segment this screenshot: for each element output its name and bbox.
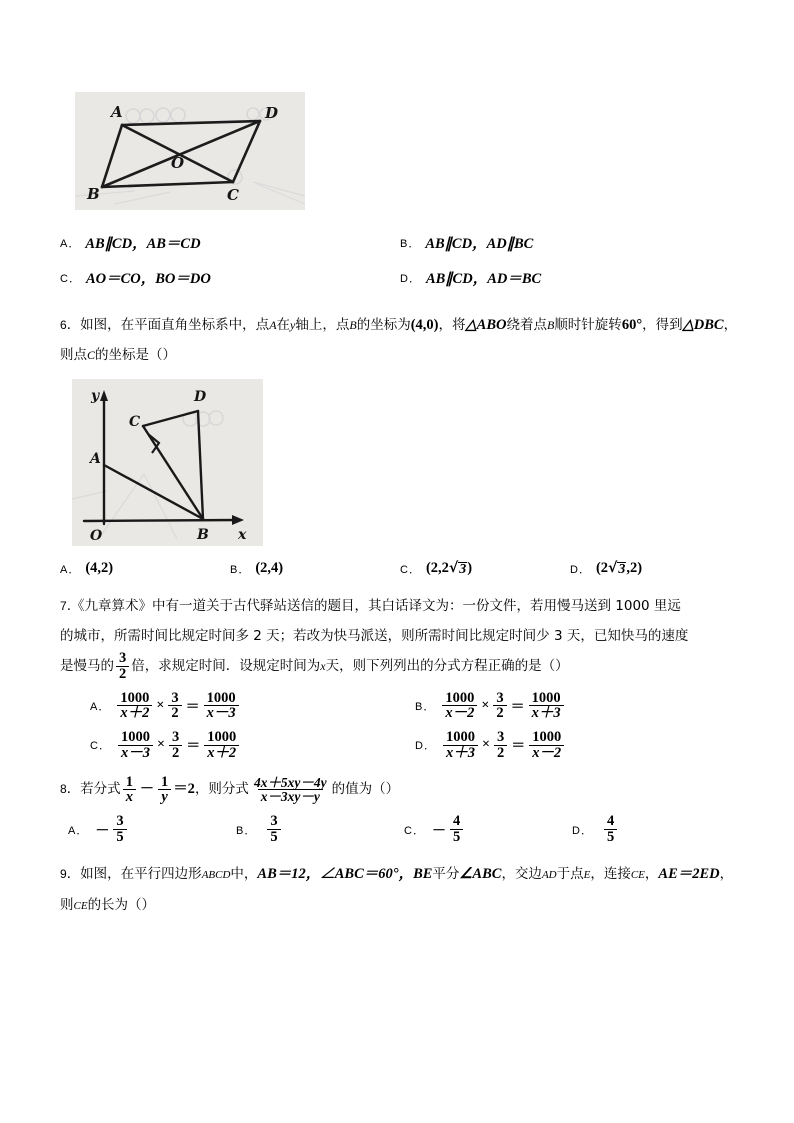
q7-ratio-fraction — [116, 651, 129, 682]
q6-line2-c: 的坐标是（） — [95, 347, 177, 363]
q6-line1-a: ．如图，在平面直角坐标系中，点 — [66, 317, 270, 333]
q7a-f1-den: x＋2 — [117, 705, 152, 721]
question-7-text — [60, 591, 740, 682]
q7-line3-a: 是慢马的 — [60, 657, 114, 674]
q9-line1-d: ，交边 — [501, 865, 542, 882]
q6-var-b2: B — [546, 318, 555, 332]
q9-line2-c: 的长为（） — [87, 896, 156, 913]
sqrt-icon-d: √ 3 — [608, 559, 626, 577]
figure-parallelogram-svg — [75, 92, 305, 210]
q8-option-d[interactable] — [572, 814, 740, 845]
q6-option-b-label: B． — [230, 563, 251, 576]
q5-option-c-label: C． — [60, 272, 81, 285]
q5-option-c-text: AO＝CO，BO＝DO — [85, 271, 211, 287]
q7-option-c-label: C． — [90, 740, 111, 753]
q7c-f1-num: 1000 — [120, 729, 150, 746]
q9-line1-e: 于点 — [556, 865, 584, 882]
q7a-f3-den: x－3 — [204, 705, 239, 721]
q8-option-a-sign: － — [95, 823, 110, 839]
q8-minus: － — [139, 782, 154, 798]
q5-option-c[interactable] — [60, 267, 400, 288]
svg-text:y: y — [91, 388, 100, 404]
q7-line-1 — [60, 591, 740, 621]
q7b-f2-num: 3 — [496, 689, 504, 706]
q5-option-a[interactable] — [60, 232, 400, 253]
q5-option-b-label: B． — [400, 237, 421, 250]
q6-option-b[interactable] — [230, 560, 400, 577]
q7d-frac-3 — [529, 730, 564, 761]
q7a-f3-num: 1000 — [206, 689, 236, 706]
q9-segment-ce: CE — [630, 868, 645, 881]
q8-f1-num: 1 — [125, 773, 133, 790]
q7a-times-icon: × — [156, 697, 165, 713]
q7-ratio-numerator: 3 — [119, 650, 127, 666]
q7c-frac-1 — [118, 730, 153, 761]
q8-f1-den: x — [123, 789, 136, 805]
q7b-f2-den: 2 — [493, 705, 506, 721]
q6-option-c-post: ) — [467, 560, 473, 576]
q8-options-row — [60, 814, 740, 845]
q6-option-b-text: (2,4) — [255, 560, 284, 576]
q7-line3-c: 天，则下列列出的分式方程正确的是（） — [325, 657, 569, 674]
q7d-f2-num: 3 — [496, 729, 505, 746]
q9-given-2: AE＝2ED — [658, 865, 720, 882]
q6-line1-f: 绕着点 — [506, 317, 547, 333]
q7b-frac-1 — [442, 691, 477, 722]
q8-f3-den: x－3xy－y — [258, 789, 323, 804]
q5-option-a-text: AB∥CD，AB＝CD — [85, 236, 201, 252]
q7a-f2-den: 2 — [168, 705, 181, 721]
q9-line2-b: ，则 — [60, 865, 734, 913]
q7c-equals: ＝ — [186, 739, 201, 755]
figure-coordinate-svg — [72, 379, 263, 546]
q9-quad-label: ABCD — [201, 868, 231, 881]
q7-option-d[interactable] — [415, 730, 740, 761]
q9-given-1: AB＝12，∠ABC＝60°，BE — [257, 865, 433, 882]
q8c-num: 4 — [452, 813, 461, 830]
q7d-f1-num: 1000 — [445, 729, 475, 746]
q5-options-row-1 — [60, 232, 740, 253]
q5-option-d-label: D． — [400, 272, 421, 285]
q7a-frac-1 — [117, 691, 152, 722]
svg-text:D: D — [194, 389, 207, 405]
svg-text:A: A — [90, 451, 101, 467]
q7-option-d-equation — [441, 730, 566, 761]
q7c-frac-3 — [204, 730, 239, 761]
q7b-f3-num: 1000 — [531, 689, 561, 706]
q7c-f2-num: 3 — [171, 729, 180, 746]
q6-option-d-pre: (2 — [595, 560, 609, 576]
question-8-text — [60, 775, 740, 806]
q7b-f3-den: x＋3 — [529, 705, 564, 721]
q8d-den: 5 — [604, 829, 617, 845]
q7c-times-icon: × — [156, 737, 165, 753]
q7a-frac-3 — [204, 691, 239, 722]
q9-line1-a: ．如图，在平行四边形 — [66, 865, 202, 882]
svg-text:A: A — [111, 103, 123, 121]
q9-line1-b: 中， — [230, 865, 258, 882]
q8-frac-1y — [158, 775, 171, 806]
q7b-f1-num: 1000 — [445, 689, 475, 706]
q6-option-c-pre: (2,2 — [425, 560, 449, 576]
q6-option-d-radicand: 3 — [618, 561, 626, 577]
q6-angle: 60° — [621, 317, 643, 333]
svg-text:x: x — [238, 527, 247, 543]
q8-option-c-label: C． — [404, 824, 425, 837]
q7-line-2 — [60, 621, 740, 651]
q7c-f2-den: 2 — [169, 745, 182, 761]
q5-option-d[interactable] — [400, 267, 740, 288]
q6-option-d-label: D． — [570, 563, 591, 576]
q6-var-a: A — [269, 318, 277, 332]
q7-ratio-denominator: 2 — [116, 666, 129, 682]
q9-line1-g: ， — [644, 865, 659, 882]
q7-option-a-label: A． — [90, 700, 111, 713]
q7-var-x: x — [320, 658, 326, 673]
page-content — [60, 92, 740, 921]
q8-f2-den: y — [158, 789, 170, 805]
q6-triangle-abo: △ABO — [465, 317, 507, 333]
q6-option-c[interactable] — [400, 560, 570, 577]
q8a-den: 5 — [113, 829, 126, 845]
q7-options-row-1 — [60, 691, 740, 722]
q8-option-c[interactable] — [404, 814, 572, 845]
svg-text:B: B — [87, 185, 100, 203]
q7-option-b-label: B． — [415, 700, 436, 713]
q7d-f3-den: x－2 — [529, 745, 564, 761]
q5-option-d-text: AB∥CD，AD＝BC — [425, 271, 542, 287]
q6-line1-c: 轴上，点 — [295, 317, 350, 333]
q9-line1-f: ，连接 — [590, 865, 631, 882]
q6-number: 6 — [60, 318, 67, 332]
q6-line1-g: 顺时针旋转 — [554, 317, 622, 333]
q8-line-a: ．若分式 — [66, 781, 121, 798]
q6-option-d[interactable] — [570, 560, 740, 577]
q5-option-b-text: AB∥CD，AD∥BC — [425, 236, 534, 252]
q7-option-c[interactable] — [60, 730, 415, 761]
q8-option-d-label: D． — [572, 824, 593, 837]
q6-option-c-radicand: 3 — [459, 561, 467, 577]
q8-number: 8 — [60, 782, 67, 797]
q8-option-c-fraction — [450, 814, 463, 845]
q6-option-d-post: ,2) — [626, 560, 643, 576]
q7b-f1-den: x－2 — [442, 705, 477, 721]
q7-option-a-equation — [115, 691, 240, 722]
q8-option-a[interactable] — [60, 814, 236, 845]
q7-option-b-equation — [440, 691, 565, 722]
q6-options-row — [60, 560, 740, 577]
q8a-num: 3 — [116, 813, 124, 830]
q8-frac-1x — [123, 775, 136, 806]
q7d-f1-den: x＋3 — [443, 745, 478, 761]
q9-side-ad: AD — [541, 868, 557, 881]
q8-f3-num: 4x＋5xy－4y — [253, 774, 327, 790]
q7d-equals: ＝ — [511, 739, 526, 755]
q6-option-a-text: (4,2) — [85, 560, 114, 576]
q7-option-b[interactable] — [415, 691, 740, 722]
q6-line2-b: ，则点 — [60, 317, 738, 363]
q6-coord-b: (4,0) — [410, 317, 439, 333]
q6-line2-a: ，得到 — [642, 317, 683, 333]
q9-point-e: E — [583, 868, 591, 881]
svg-text:B: B — [197, 527, 209, 543]
svg-text:O: O — [90, 528, 103, 544]
q6-triangle-dbc: △DBC — [682, 317, 724, 333]
q9-number: 9 — [60, 866, 67, 881]
sqrt-icon-c: √ 3 — [448, 559, 467, 577]
q7-option-d-label: D． — [415, 740, 436, 753]
q9-line1-c: 平分 — [432, 865, 460, 882]
q6-option-a[interactable] — [60, 560, 230, 577]
q6-var-c: C — [87, 348, 96, 362]
q7c-f1-den: x－3 — [118, 745, 153, 761]
q5-option-b[interactable] — [400, 232, 740, 253]
figure-parallelogram-abcd — [75, 92, 305, 210]
q7b-frac-3 — [529, 691, 564, 722]
q8-f2-num: 1 — [160, 773, 169, 790]
q7b-times-icon: × — [481, 697, 490, 713]
q7d-f3-num: 1000 — [532, 729, 562, 746]
svg-text:C: C — [129, 414, 141, 430]
q6-line1-b: 在 — [276, 317, 291, 333]
q9-angle-abc: ∠ABC — [459, 865, 502, 882]
q8-line-b: ，则分式 — [194, 781, 249, 798]
question-9-text — [60, 859, 740, 921]
q7a-frac-2 — [168, 691, 181, 722]
q9-segment-ce-2: CE — [73, 899, 88, 912]
q7-options-row-2 — [60, 730, 740, 761]
q8-option-a-label: A． — [68, 824, 89, 837]
q6-var-b: B — [349, 318, 357, 332]
q7d-frac-2 — [494, 730, 507, 761]
q7a-f1-num: 1000 — [120, 689, 150, 706]
q7-line3-b: 倍，求规定时间．设规定时间为 — [131, 657, 321, 674]
q5-options-row-2 — [60, 267, 740, 288]
q8-option-d-fraction — [604, 814, 617, 845]
q8-frac-expression — [251, 776, 330, 805]
q7-line2: 的城市，所需时间比规定时间多 2 天；若改为快马派送，则所需时间比规定时间少 3 天，已知快马的速度 — [60, 628, 689, 644]
q5-option-a-label: A． — [60, 237, 81, 250]
q7a-equals: ＝ — [185, 699, 200, 715]
q7b-equals: ＝ — [510, 699, 525, 715]
q7d-frac-1 — [443, 730, 478, 761]
question-6-text — [60, 310, 740, 370]
q6-var-y: y — [290, 318, 296, 332]
q8d-num: 4 — [606, 813, 615, 830]
q6-line1-e: ，将 — [438, 317, 466, 333]
svg-text:O: O — [171, 154, 185, 172]
q8-option-c-sign: － — [431, 823, 446, 839]
q6-line1-d: 的坐标为 — [356, 317, 411, 333]
q8-option-a-fraction — [113, 814, 126, 845]
q6-option-a-label: A． — [60, 563, 81, 576]
q8-line-c: 的值为（） — [331, 781, 400, 798]
q7-number: 7 — [60, 599, 67, 613]
q7a-f2-num: 3 — [171, 689, 179, 706]
q8b-num: 3 — [270, 813, 278, 830]
q7d-f2-den: 2 — [494, 745, 507, 761]
q7-option-a[interactable] — [60, 691, 415, 722]
q8c-den: 5 — [450, 829, 463, 845]
q8-option-b-label: B． — [236, 824, 257, 837]
q7d-times-icon: × — [481, 737, 490, 753]
q8-option-b[interactable] — [236, 814, 404, 845]
q7-option-c-equation — [116, 730, 241, 761]
q8b-den: 5 — [267, 829, 280, 845]
q7c-f3-num: 1000 — [207, 729, 237, 746]
q8-option-b-fraction — [267, 814, 280, 845]
svg-text:C: C — [227, 186, 239, 204]
q7-line1: .《九章算术》中有一道关于古代驿站送信的题目，其白话译文为：一份文件，若用慢马送到 1000 里远 — [66, 598, 681, 614]
q6-option-c-label: C． — [400, 563, 421, 576]
figure-coordinate-system — [72, 379, 263, 546]
q7c-frac-2 — [169, 730, 182, 761]
q8-equals-2: ＝2 — [173, 781, 195, 798]
q7b-frac-2 — [493, 691, 506, 722]
svg-text:D: D — [265, 104, 279, 122]
q7-line-3 — [60, 651, 740, 682]
q7c-f3-den: x＋2 — [204, 745, 239, 761]
